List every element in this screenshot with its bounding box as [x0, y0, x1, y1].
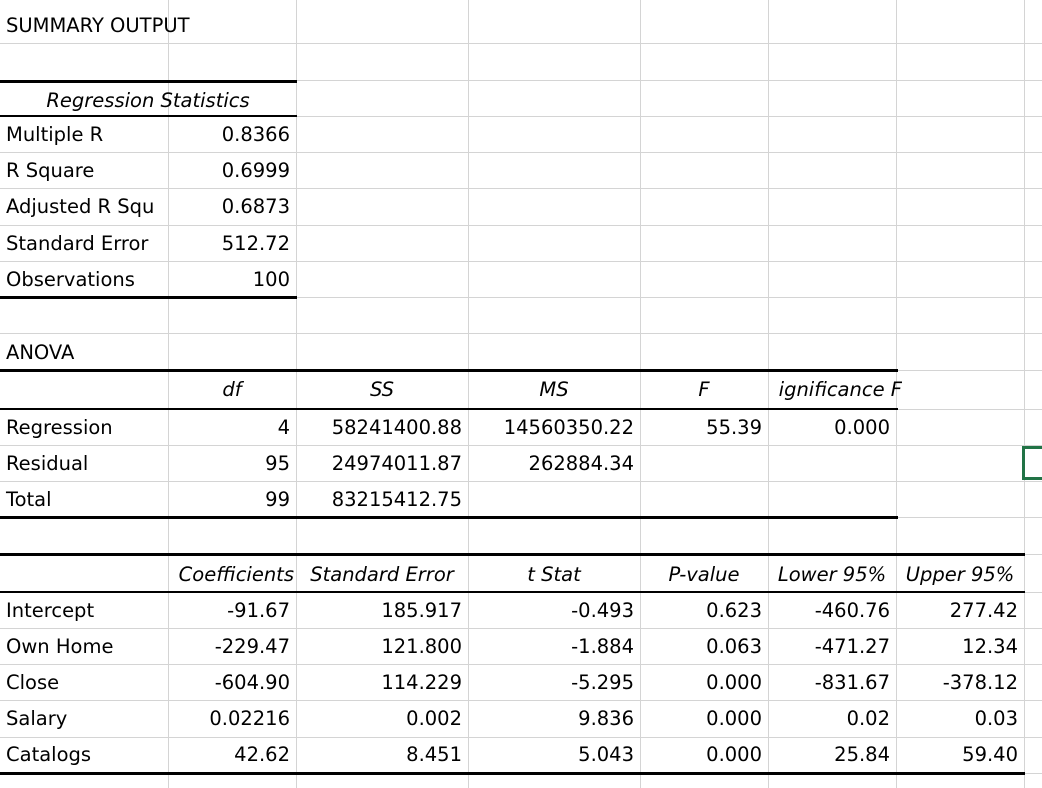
stat-label: Multiple R — [6, 123, 104, 146]
anova-header-ms: MS — [539, 378, 569, 401]
anova-row-label: Regression — [6, 416, 113, 439]
stat-value: 512.72 — [221, 232, 290, 255]
coef-p-value: 0.000 — [706, 707, 762, 730]
anova-title: ANOVA — [6, 341, 75, 364]
coef-upper-95: 0.03 — [974, 707, 1018, 730]
anova-header-df: df — [222, 378, 242, 401]
coef-row-label: Intercept — [6, 599, 95, 622]
stat-label: Standard Error — [6, 232, 149, 255]
coef-value: -604.90 — [214, 671, 290, 694]
stat-label: Observations — [6, 268, 135, 291]
coef-upper-95: -378.12 — [942, 671, 1018, 694]
anova-ss: 58241400.88 — [331, 416, 462, 439]
coef-value: -91.67 — [227, 599, 290, 622]
coef-header-p-value: P-value — [668, 563, 740, 586]
anova-header-f: F — [698, 378, 710, 401]
coef-standard-error: 0.002 — [406, 707, 462, 730]
stat-value: 0.8366 — [221, 123, 290, 146]
coef-t-stat: 5.043 — [578, 743, 634, 766]
anova-row-label: Total — [6, 488, 52, 511]
stat-label: Adjusted R Squ — [6, 195, 155, 218]
coef-value: 0.02216 — [209, 707, 290, 730]
stat-value: 100 — [252, 268, 290, 291]
anova-significance: 0.000 — [834, 416, 890, 439]
coef-p-value: 0.063 — [706, 635, 762, 658]
anova-ss: 83215412.75 — [331, 488, 462, 511]
regression-statistics-header: Regression Statistics — [46, 89, 250, 112]
anova-df: 4 — [277, 416, 290, 439]
coef-lower-95: 0.02 — [846, 707, 890, 730]
coef-lower-95: -471.27 — [814, 635, 890, 658]
anova-f: 55.39 — [706, 416, 762, 439]
coef-row-label: Catalogs — [6, 743, 92, 766]
coef-upper-95: 59.40 — [962, 743, 1018, 766]
coef-header-coefficients: Coefficients — [178, 563, 294, 586]
coef-p-value: 0.623 — [706, 599, 762, 622]
anova-row-label: Residual — [6, 452, 89, 475]
coef-header-standard-error: Standard Error — [310, 563, 454, 586]
anova-df: 99 — [265, 488, 290, 511]
coef-header-lower-95: Lower 95% — [777, 563, 887, 586]
coef-header-t-stat: t Stat — [527, 563, 581, 586]
coef-t-stat: -0.493 — [571, 599, 634, 622]
coef-standard-error: 185.917 — [381, 599, 462, 622]
coef-t-stat: -5.295 — [571, 671, 634, 694]
coef-value: 42.62 — [234, 743, 290, 766]
coef-t-stat: 9.836 — [578, 707, 634, 730]
coef-standard-error: 121.800 — [381, 635, 462, 658]
coef-upper-95: 12.34 — [962, 635, 1018, 658]
summary-title: SUMMARY OUTPUT — [6, 14, 190, 37]
coef-t-stat: -1.884 — [571, 635, 634, 658]
anova-ms: 14560350.22 — [503, 416, 634, 439]
anova-ms: 262884.34 — [528, 452, 634, 475]
anova-header-significance: ignificance F — [778, 378, 902, 401]
coef-lower-95: -831.67 — [814, 671, 890, 694]
anova-ss: 24974011.87 — [331, 452, 462, 475]
stat-value: 0.6873 — [221, 195, 290, 218]
coef-row-label: Close — [6, 671, 60, 694]
anova-header-ss: SS — [369, 378, 395, 401]
coef-row-label: Own Home — [6, 635, 114, 658]
coef-value: -229.47 — [214, 635, 290, 658]
coef-standard-error: 114.229 — [381, 671, 462, 694]
coef-row-label: Salary — [6, 707, 68, 730]
stat-value: 0.6999 — [221, 159, 290, 182]
coef-p-value: 0.000 — [706, 743, 762, 766]
stat-label: R Square — [6, 159, 95, 182]
coef-standard-error: 8.451 — [406, 743, 462, 766]
coef-header-upper-95: Upper 95% — [905, 563, 1015, 586]
coef-upper-95: 277.42 — [949, 599, 1018, 622]
coef-lower-95: 25.84 — [834, 743, 890, 766]
coef-lower-95: -460.76 — [814, 599, 890, 622]
coef-p-value: 0.000 — [706, 671, 762, 694]
anova-df: 95 — [265, 452, 290, 475]
selected-cell-indicator[interactable] — [1022, 446, 1042, 480]
